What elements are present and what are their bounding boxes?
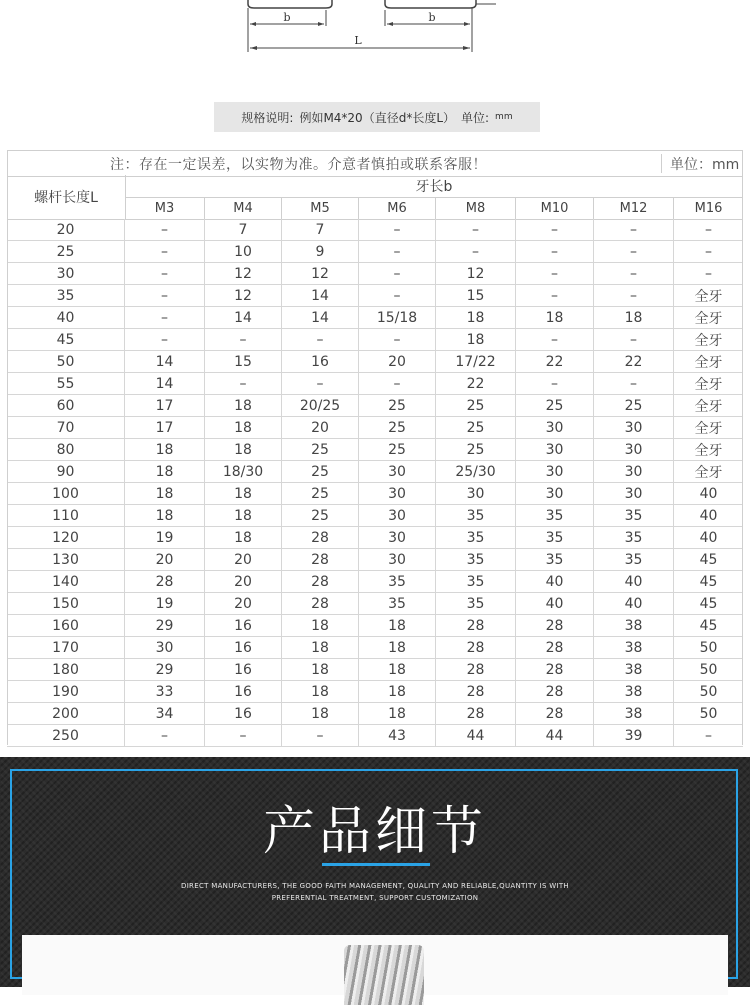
table-cell: 18	[125, 439, 205, 460]
table-cell: 18	[205, 417, 282, 438]
table-cell: 28	[125, 571, 205, 592]
table-cell: 18	[359, 615, 436, 636]
table-cell: 全牙	[694, 420, 723, 437]
length-cell: 60	[7, 395, 125, 416]
table-cell: 25	[436, 439, 516, 460]
table-cell: 30	[594, 461, 674, 482]
table-cell: 40	[699, 529, 718, 546]
table-cell: 15	[436, 285, 516, 306]
table-cell: 25	[436, 417, 516, 438]
table-cell: 16	[205, 681, 282, 702]
table-cell: –	[594, 241, 674, 262]
table-cell: 25	[282, 439, 359, 460]
table-cell: –	[359, 329, 436, 350]
table-cell: 17	[125, 395, 205, 416]
table-cell: 28	[436, 615, 516, 636]
table-row	[7, 307, 743, 329]
table-cell: 44	[436, 725, 516, 746]
table-cell: 28	[282, 593, 359, 614]
table-cell: 43	[359, 725, 436, 746]
table-cell: 15/18	[359, 307, 436, 328]
table-cell: –	[594, 373, 674, 394]
table-cell: 全牙	[694, 376, 723, 393]
table-cell: –	[125, 329, 205, 350]
table-cell: 14	[125, 373, 205, 394]
table-cell: –	[705, 243, 712, 260]
table-cell: –	[705, 265, 712, 282]
table-cell: 18	[436, 329, 516, 350]
table-cell: 28	[516, 637, 594, 658]
table-cell: 25	[359, 395, 436, 416]
table-cell: –	[282, 329, 359, 350]
table-cell: –	[205, 373, 282, 394]
table-cell: 38	[594, 703, 674, 724]
table-cell: –	[125, 263, 205, 284]
table-cell: –	[125, 725, 205, 746]
table-cell: 18	[205, 527, 282, 548]
table-cell: 16	[205, 703, 282, 724]
table-cell: 44	[516, 725, 594, 746]
spec-unit-label: 单位:	[461, 110, 490, 125]
table-cell: 30	[359, 549, 436, 570]
table-cell: 45	[699, 617, 718, 634]
table-cell: 20	[205, 571, 282, 592]
table-cell: 12	[436, 263, 516, 284]
table-cell: 22	[516, 351, 594, 372]
table-row	[7, 461, 743, 483]
table-row	[7, 571, 743, 593]
table-cell: 12	[282, 263, 359, 284]
table-cell: 35	[594, 527, 674, 548]
table-cell: 28	[516, 681, 594, 702]
table-cell: 30	[594, 483, 674, 504]
table-cell: 18	[125, 461, 205, 482]
length-cell: 150	[7, 593, 125, 614]
table-cell: 20/25	[282, 395, 359, 416]
table-cell: 28	[282, 527, 359, 548]
table-cell: 28	[436, 637, 516, 658]
table-cell: 40	[594, 571, 674, 592]
table-cell: 14	[282, 307, 359, 328]
table-cell: –	[125, 219, 205, 240]
table-cell: 30	[594, 439, 674, 460]
length-cell: 140	[7, 571, 125, 592]
table-cell: 40	[699, 507, 718, 524]
table-cell: –	[516, 263, 594, 284]
table-cell: 39	[594, 725, 674, 746]
table-cell: 18	[359, 681, 436, 702]
table-cell: 25	[282, 461, 359, 482]
table-cell: 35	[436, 527, 516, 548]
table-cell: 16	[205, 615, 282, 636]
table-cell: –	[516, 241, 594, 262]
length-cell: 110	[7, 505, 125, 526]
table-row	[7, 373, 743, 395]
table-cell: 30	[359, 483, 436, 504]
length-cell: 50	[7, 351, 125, 372]
table-cell: –	[359, 373, 436, 394]
table-cell: 35	[594, 505, 674, 526]
length-cell: 250	[7, 725, 125, 746]
table-row	[7, 703, 743, 725]
table-cell: –	[359, 241, 436, 262]
table-cell: 18	[205, 505, 282, 526]
table-cell: 19	[125, 593, 205, 614]
table-cell: 35	[516, 527, 594, 548]
table-cell: –	[705, 727, 712, 744]
table-cell: 19	[125, 527, 205, 548]
table-cell: –	[359, 219, 436, 240]
table-cell: 25	[436, 395, 516, 416]
table-cell: 33	[125, 681, 205, 702]
table-cell: 14	[282, 285, 359, 306]
table-cell: 35	[436, 505, 516, 526]
table-row	[7, 417, 743, 439]
table-row	[7, 615, 743, 637]
table-cell: 25	[516, 395, 594, 416]
table-cell: 28	[516, 615, 594, 636]
table-cell: –	[436, 219, 516, 240]
table-cell: 18	[282, 659, 359, 680]
table-row	[7, 725, 743, 747]
table-cell: –	[594, 285, 674, 306]
table-cell: 50	[699, 705, 718, 722]
table-cell: 18	[205, 483, 282, 504]
length-cell: 80	[7, 439, 125, 460]
table-cell: 22	[436, 373, 516, 394]
table-cell: 28	[436, 681, 516, 702]
size-header-m6: M6	[359, 197, 436, 219]
table-cell: 18	[359, 659, 436, 680]
length-cell: 20	[7, 219, 125, 240]
dimension-diagram	[0, 0, 750, 150]
length-cell: 120	[7, 527, 125, 548]
table-cell: 12	[205, 263, 282, 284]
table-cell: 35	[359, 571, 436, 592]
table-cell: 30	[436, 483, 516, 504]
table-cell: 25	[359, 417, 436, 438]
table-cell: 全牙	[694, 464, 723, 481]
spec-label: 规格说明:	[241, 110, 294, 125]
length-cell: 45	[7, 329, 125, 350]
table-cell: 20	[205, 593, 282, 614]
table-row	[7, 351, 743, 373]
table-cell: 35	[436, 571, 516, 592]
table-cell: 45	[699, 551, 718, 568]
table-row	[7, 219, 743, 241]
table-cell: 30	[359, 505, 436, 526]
table-cell: –	[516, 285, 594, 306]
product-detail-banner	[0, 757, 750, 987]
table-cell: 18	[436, 307, 516, 328]
table-row	[7, 505, 743, 527]
table-cell: –	[205, 329, 282, 350]
table-cell: –	[125, 307, 205, 328]
table-cell: 18	[125, 483, 205, 504]
table-cell: 18/30	[205, 461, 282, 482]
table-row	[7, 263, 743, 285]
table-cell: 全牙	[694, 332, 723, 349]
table-cell: 29	[125, 659, 205, 680]
table-cell: 50	[699, 639, 718, 656]
table-cell: 18	[594, 307, 674, 328]
table-cell: –	[516, 219, 594, 240]
table-cell: 17	[125, 417, 205, 438]
table-cell: 20	[282, 417, 359, 438]
table-cell: 30	[516, 417, 594, 438]
screw-image	[344, 945, 424, 1005]
table-cell: 35	[436, 593, 516, 614]
banner-subtitle-line1: DIRECT MANUFACTURERS, THE GOOD FAITH MANAGEMENT, QUALITY AND RELIABLE,QUANTITY IS WITH	[181, 882, 569, 890]
length-cell: 30	[7, 263, 125, 284]
table-row	[7, 659, 743, 681]
table-cell: 16	[205, 659, 282, 680]
table-cell: 14	[205, 307, 282, 328]
table-cell: –	[359, 285, 436, 306]
table-cell: 40	[594, 593, 674, 614]
table-row	[7, 285, 743, 307]
length-cell: 70	[7, 417, 125, 438]
table-cell: 25	[359, 439, 436, 460]
table-cell: 15	[205, 351, 282, 372]
table-cell: 50	[699, 683, 718, 700]
table-cell: 25	[282, 483, 359, 504]
table-cell: 35	[436, 549, 516, 570]
table-row	[7, 329, 743, 351]
table-cell: 全牙	[694, 310, 723, 327]
table-cell: 25/30	[436, 461, 516, 482]
table-cell: 17/22	[436, 351, 516, 372]
table-cell: 34	[125, 703, 205, 724]
table-cell: 28	[516, 659, 594, 680]
table-cell: 10	[205, 241, 282, 262]
size-header-m8: M8	[436, 197, 516, 219]
length-cell: 90	[7, 461, 125, 482]
size-header-m5: M5	[282, 197, 359, 219]
table-cell: 45	[699, 595, 718, 612]
length-cell: 55	[7, 373, 125, 394]
table-cell: 18	[516, 307, 594, 328]
table-cell: 18	[359, 703, 436, 724]
length-cell: 160	[7, 615, 125, 636]
table-row	[7, 439, 743, 461]
table-cell: –	[594, 219, 674, 240]
table-cell: 40	[516, 593, 594, 614]
table-row	[7, 681, 743, 703]
table-cell: –	[516, 373, 594, 394]
size-header-m10: M10	[516, 197, 594, 219]
table-cell: 9	[282, 241, 359, 262]
table-cell: 38	[594, 615, 674, 636]
table-cell: 22	[594, 351, 674, 372]
table-cell: 35	[516, 505, 594, 526]
table-cell: 28	[516, 703, 594, 724]
table-cell: 38	[594, 681, 674, 702]
length-cell: 170	[7, 637, 125, 658]
table-row	[7, 593, 743, 615]
length-column-header: 螺杆长度L	[7, 175, 126, 219]
table-cell: 30	[125, 637, 205, 658]
table-cell: 全牙	[694, 398, 723, 415]
disclaimer-note: 注：存在一定误差，以实物为准。介意者慎拍或联系客服！	[110, 157, 487, 173]
table-cell: 30	[516, 483, 594, 504]
table-cell: 18	[282, 703, 359, 724]
table-cell: 25	[594, 395, 674, 416]
length-cell: 190	[7, 681, 125, 702]
thread-length-header: 牙长b	[125, 175, 743, 198]
table-body	[7, 219, 743, 747]
size-header-m12: M12	[594, 197, 674, 219]
table-cell: 16	[205, 637, 282, 658]
table-cell: –	[205, 725, 282, 746]
spec-description	[214, 102, 540, 132]
table-row	[7, 549, 743, 571]
banner-subtitle-line2: PREFERENTIAL TREATMENT, SUPPORT CUSTOMIZATION	[271, 894, 479, 902]
table-row	[7, 637, 743, 659]
table-cell: 30	[516, 461, 594, 482]
table-cell: 18	[282, 637, 359, 658]
table-cell: –	[359, 263, 436, 284]
table-cell: 7	[205, 219, 282, 240]
b-right-label: b	[428, 11, 436, 24]
size-header-m3: M3	[125, 197, 205, 219]
table-cell: –	[436, 241, 516, 262]
table-cell: 38	[594, 659, 674, 680]
table-cell: 20	[359, 351, 436, 372]
table-cell: –	[594, 263, 674, 284]
table-cell: 18	[205, 439, 282, 460]
table-cell: 18	[359, 637, 436, 658]
table-cell: –	[705, 221, 712, 238]
table-cell: 14	[125, 351, 205, 372]
table-cell: 38	[594, 637, 674, 658]
table-cell: –	[594, 329, 674, 350]
length-cell: 130	[7, 549, 125, 570]
table-cell: 12	[205, 285, 282, 306]
table-cell: –	[282, 725, 359, 746]
length-cell: 200	[7, 703, 125, 724]
table-header	[7, 175, 743, 220]
table-row	[7, 483, 743, 505]
length-cell: 40	[7, 307, 125, 328]
spec-unit-value: mm	[495, 112, 513, 122]
table-cell: 45	[699, 573, 718, 590]
table-cell: 30	[359, 461, 436, 482]
spec-example: 例如M4*20（直径d*长度L）	[299, 110, 455, 125]
table-cell: 35	[594, 549, 674, 570]
size-header-m16: M16	[694, 200, 723, 216]
unit-label: 单位：mm	[661, 154, 739, 173]
table-cell: 30	[359, 527, 436, 548]
table-cell: 18	[282, 615, 359, 636]
length-label: L	[354, 34, 362, 47]
table-cell: –	[125, 285, 205, 306]
table-cell: –	[282, 373, 359, 394]
table-cell: 30	[516, 439, 594, 460]
b-left-label: b	[283, 11, 291, 24]
table-cell: 28	[436, 659, 516, 680]
table-cell: 35	[359, 593, 436, 614]
length-cell: 35	[7, 285, 125, 306]
table-cell: 16	[282, 351, 359, 372]
table-cell: 7	[282, 219, 359, 240]
table-row	[7, 395, 743, 417]
length-cell: 180	[7, 659, 125, 680]
table-cell: 20	[125, 549, 205, 570]
table-cell: 全牙	[694, 354, 723, 371]
title-underline	[322, 863, 430, 866]
size-header-m4: M4	[205, 197, 282, 219]
table-cell: 40	[699, 485, 718, 502]
table-cell: 30	[594, 417, 674, 438]
table-note-row	[7, 150, 743, 177]
table-cell: 全牙	[694, 288, 723, 305]
table-cell: 35	[516, 549, 594, 570]
table-cell: 全牙	[694, 442, 723, 459]
table-cell: 25	[282, 505, 359, 526]
table-row	[7, 241, 743, 263]
banner-title: 产品细节	[262, 802, 487, 862]
table-cell: 28	[282, 549, 359, 570]
table-cell: 28	[282, 571, 359, 592]
table-cell: 29	[125, 615, 205, 636]
product-photo	[22, 935, 728, 995]
table-cell: 28	[436, 703, 516, 724]
table-cell: 40	[516, 571, 594, 592]
length-cell: 25	[7, 241, 125, 262]
table-cell: 20	[205, 549, 282, 570]
table-cell: 18	[205, 395, 282, 416]
table-cell: 18	[125, 505, 205, 526]
table-row	[7, 527, 743, 549]
size-header-row	[125, 197, 743, 219]
table-cell: –	[125, 241, 205, 262]
table-cell: 50	[699, 661, 718, 678]
length-cell: 100	[7, 483, 125, 504]
table-cell: 18	[282, 681, 359, 702]
table-cell: –	[516, 329, 594, 350]
